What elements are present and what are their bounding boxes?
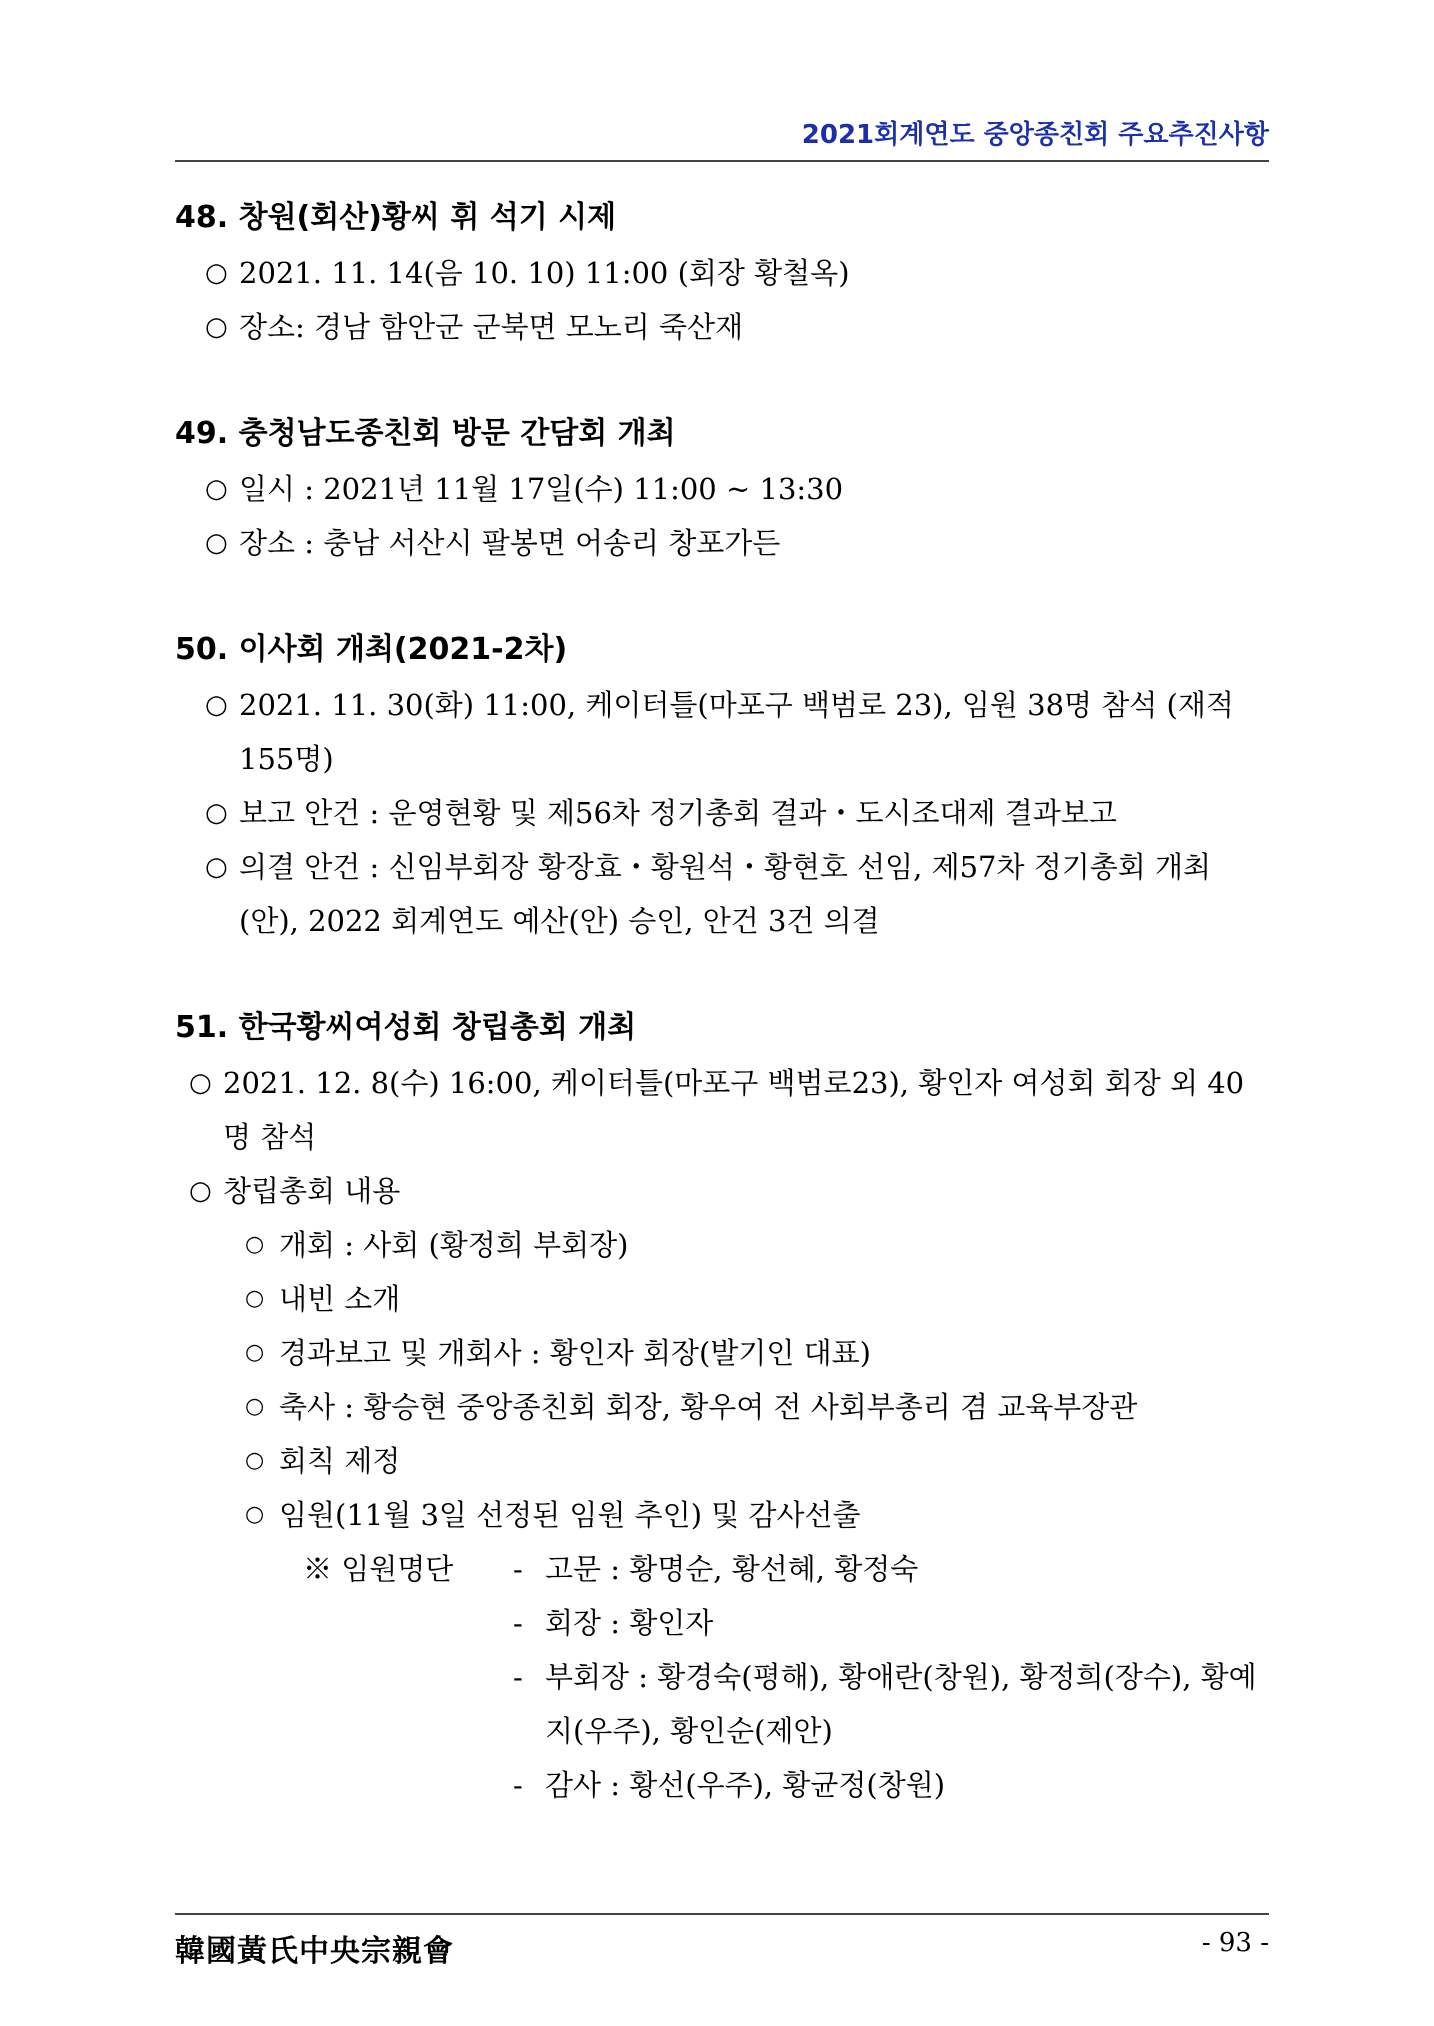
circle-bullet-icon: ○ — [189, 1176, 212, 1206]
header-title: 2021회계연도 중앙종친회 주요추진사항 — [801, 120, 1269, 150]
list-item — [175, 462, 1269, 516]
dash-bullet-icon: - — [513, 1660, 523, 1694]
dash-bullet-icon: - — [513, 1606, 523, 1640]
list-item — [175, 246, 1269, 300]
sub-item — [175, 1272, 1269, 1326]
roster-line — [513, 1758, 1269, 1812]
section-title: 51. 한국황씨여성회 창립총회 개최 — [175, 1010, 637, 1045]
page-number: - 93 - — [1201, 1928, 1269, 1958]
sub-item-text: 개회 : 사회 (황정희 부회장) — [279, 1228, 629, 1262]
page-content — [175, 190, 1269, 1812]
item-text: 2021. 11. 14(음 10. 10) 11:00 (회장 황철옥) — [239, 256, 850, 290]
sub-item-text: 회칙 제정 — [279, 1444, 401, 1478]
section-51 — [175, 1000, 1269, 1812]
circle-bullet-icon: ○ — [205, 798, 228, 828]
item-text: 창립총회 내용 — [223, 1174, 401, 1208]
officer-roster — [175, 1542, 1269, 1812]
circle-bullet-icon: ○ — [205, 474, 228, 504]
section-title: 48. 창원(회산)황씨 휘 석기 시제 — [175, 200, 617, 235]
circle-bullet-icon: ○ — [205, 852, 228, 882]
sub-item — [175, 1434, 1269, 1488]
small-circle-bullet-icon: ○ — [245, 1286, 265, 1311]
sub-item-text: 경과보고 및 개회사 : 황인자 회장(발기인 대표) — [279, 1336, 871, 1370]
item-text: 2021. 11. 30(화) 11:00, 케이터틀(마포구 백범로 23), 임원 38명 참석 (재적 155명) — [239, 688, 1234, 776]
circle-bullet-icon: ○ — [189, 1068, 212, 1098]
roster-line — [513, 1542, 1269, 1596]
roster-line — [513, 1596, 1269, 1650]
roster-list — [513, 1542, 1269, 1812]
list-item — [175, 840, 1269, 948]
small-circle-bullet-icon: ○ — [245, 1394, 265, 1419]
item-text: 보고 안건 : 운영현황 및 제56차 정기총회 결과・도시조대제 결과보고 — [239, 796, 1117, 830]
sub-item — [175, 1218, 1269, 1272]
roster-line — [513, 1650, 1269, 1758]
sub-item-text: 축사 : 황승현 중앙종친회 회장, 황우여 전 사회부총리 겸 교육부장관 — [279, 1390, 1138, 1424]
list-item — [175, 786, 1269, 840]
section-48 — [175, 190, 1269, 354]
roster-text: 감사 : 황선(우주), 황균정(창원) — [545, 1768, 946, 1802]
list-item — [175, 300, 1269, 354]
section-title: 49. 충청남도종친회 방문 간담회 개최 — [175, 416, 676, 451]
circle-bullet-icon: ○ — [205, 690, 228, 720]
footer-organization-name: 韓國黃氏中央宗親會 — [175, 1934, 454, 1969]
sub-item — [175, 1326, 1269, 1380]
dash-bullet-icon: - — [513, 1552, 523, 1586]
sub-item-text: 임원(11월 3일 선정된 임원 추인) 및 감사선출 — [279, 1498, 861, 1532]
roster-text: 고문 : 황명순, 황선혜, 황정숙 — [545, 1552, 919, 1586]
small-circle-bullet-icon: ○ — [245, 1448, 265, 1473]
circle-bullet-icon: ○ — [205, 258, 228, 288]
list-item — [175, 678, 1269, 786]
footer-rule — [175, 1913, 1269, 1915]
list-item — [175, 1056, 1269, 1164]
section-49 — [175, 406, 1269, 570]
circle-bullet-icon: ○ — [205, 528, 228, 558]
item-text: 일시 : 2021년 11월 17일(수) 11:00 ~ 13:30 — [239, 472, 844, 506]
item-text: 의결 안건 : 신임부회장 황장효・황원석・황현호 선임, 제57차 정기총회 개최(안), 2022 회계연도 예산(안) 승인, 안건 3건 의결 — [239, 850, 1212, 938]
section-50 — [175, 622, 1269, 948]
section-title: 50. 이사회 개최(2021-2차) — [175, 632, 568, 667]
small-circle-bullet-icon: ○ — [245, 1232, 265, 1257]
item-text: 장소 : 충남 서산시 팔봉면 어송리 창포가든 — [239, 526, 781, 560]
circle-bullet-icon: ○ — [205, 312, 228, 342]
list-item — [175, 516, 1269, 570]
item-text: 장소: 경남 함안군 군북면 모노리 죽산재 — [239, 310, 744, 344]
sub-item-text: 내빈 소개 — [279, 1282, 401, 1316]
sub-item — [175, 1488, 1269, 1542]
roster-label: ※ 임원명단 — [303, 1552, 454, 1586]
roster-text: 부회장 : 황경숙(평해), 황애란(창원), 황정희(장수), 황예지(우주), 황인순(제안) — [545, 1660, 1257, 1748]
header-rule — [175, 160, 1269, 162]
small-circle-bullet-icon: ○ — [245, 1340, 265, 1365]
list-item — [175, 1164, 1269, 1218]
dash-bullet-icon: - — [513, 1768, 523, 1802]
roster-text: 회장 : 황인자 — [545, 1606, 714, 1640]
small-circle-bullet-icon: ○ — [245, 1502, 265, 1527]
sub-item — [175, 1380, 1269, 1434]
item-text: 2021. 12. 8(수) 16:00, 케이터틀(마포구 백범로23), 황인자 여성회 회장 외 40명 참석 — [223, 1066, 1245, 1154]
